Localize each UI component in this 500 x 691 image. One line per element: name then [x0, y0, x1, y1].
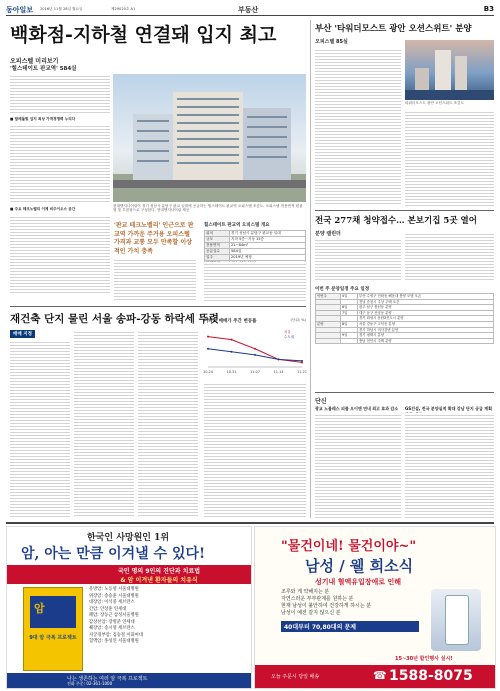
- info-key: 입주: [205, 255, 230, 261]
- left-headline: 백화점-지하철 연결돼 입지 최고: [10, 24, 277, 46]
- series-point: [231, 339, 233, 341]
- schedule-cell: 경기 하남시 미사강변 분양: [358, 327, 494, 333]
- schedule-cell: 서울 강동구 고덕동 분양: [358, 321, 494, 327]
- right-mid-sub: 분양 캘린더: [315, 231, 341, 237]
- left-divider: [10, 306, 306, 307]
- info-key: 위치: [205, 231, 230, 237]
- bottom-left-headline: 재건축 단지 물린 서울 송파-강동 하락세 뚜렷: [10, 313, 219, 325]
- health-ad-checks: [281, 589, 431, 617]
- schedule-title: 이번 주 분양일정 주요 일정: [315, 287, 370, 292]
- bottom-left-tag: 매매 지정: [10, 330, 35, 338]
- doctor-item: 혈액암: 홍성연 서울대병원: [89, 639, 139, 644]
- health-ad-quote: "물건이네! 물건이야~": [281, 539, 417, 554]
- schedule-cell: 6일: [341, 305, 358, 311]
- info-key: 전용면적: [205, 243, 230, 249]
- info-val: 584실: [230, 249, 306, 255]
- book-ad-band1: 국민 명의 9인의 진단과 치료법: [117, 568, 201, 575]
- info-val: 21~84m²: [230, 243, 306, 249]
- brief-item2: GS건설, 전국 분양실적 확대 강남 단지 공급 계획: [405, 406, 492, 411]
- issue-date: 2016년 11월 28일 월요일: [40, 7, 83, 11]
- bottom-left-body1: [10, 340, 70, 518]
- schedule-cell: 충남 천안시 주택 분양: [358, 338, 494, 344]
- right-divider2: [315, 392, 494, 393]
- product-image: [431, 589, 481, 651]
- masthead: [6, 5, 494, 14]
- info-table-box: [204, 222, 306, 267]
- info-table-title: 힐스테이트 판교역 오피스텔 개요: [204, 223, 270, 228]
- schedule-cell: 5일: [341, 294, 358, 300]
- left-sub2: '힐스테이트 판교역' 584실: [10, 66, 77, 72]
- check-item: 자연스러운 부부관계를 원하는 분: [281, 596, 354, 602]
- right-top-headline: 부산 '타워더모스트 광안 오션스위트' 분양: [315, 24, 472, 34]
- doctor-item: 간암: 안상훈 연세대: [89, 606, 127, 612]
- schedule-box: [315, 286, 494, 344]
- series-point: [254, 354, 256, 356]
- doctor-item: 대장암: 이석중 세브란스: [89, 600, 135, 605]
- bottom-left-body2: [74, 330, 134, 518]
- series-point: [254, 348, 256, 350]
- health-ad-special: 40대부터 70,80대의 문제: [281, 621, 419, 632]
- doctor-list: [89, 587, 244, 646]
- doctor-item: 폐암: 장동근 삼성서울병원: [89, 613, 139, 618]
- right-mid-body2: [405, 232, 494, 282]
- ad-rule: [6, 522, 494, 524]
- series-point: [207, 348, 209, 350]
- schedule-cell: 경기 화성시 동탄2신도시 분양: [358, 316, 494, 322]
- right-mid-headline: 전국 277채 청약접수… 본보기집 5곳 열어: [315, 216, 477, 226]
- book-title: 9대 암 극복 프로젝트: [29, 635, 77, 641]
- doctor-item: 췌장암: 송시영 세브란스: [89, 626, 135, 631]
- schedule-cell: 8일: [341, 321, 358, 327]
- x-tick-label: 10.24: [202, 370, 214, 374]
- series-point: [301, 360, 303, 362]
- health-ad-phone[interactable]: 1588-8075: [389, 668, 473, 684]
- paper-logo: 동아일보: [6, 6, 34, 14]
- resort-photo: [405, 40, 494, 100]
- doctor-item: 유방암: 노동영 서울대병원: [89, 587, 139, 592]
- bottom-left-body4: [204, 382, 306, 518]
- book-ad-footer: [7, 673, 251, 688]
- book-ad-band2: & 암 이겨낸 환자들의 치유식: [120, 577, 198, 584]
- schedule-table: [315, 293, 494, 344]
- schedule-cell: 부산 수영구 민락동 해운대 봉양 모델 오픈: [358, 294, 494, 300]
- right-top-body: [315, 48, 401, 206]
- legend-entry: 서울: [284, 330, 291, 334]
- left-sub1: 오피스텔 미리보기: [10, 58, 59, 65]
- health-ad-footer: [255, 665, 495, 688]
- health-ad-brand: 남성 / 웰 희소식: [305, 557, 414, 575]
- book-ad-footer-text: 나는 생존하는 여러 암 극복 프로젝트: [67, 676, 148, 682]
- info-val: 지하 5층~지상 15층: [230, 237, 306, 243]
- right-bottom-body1: [315, 413, 401, 518]
- left-body-col2: [114, 258, 196, 302]
- series-point: [278, 358, 280, 360]
- left-body-col1: [10, 74, 110, 302]
- resort-caption: 타워더모스트 광안 오션스위트 조감도: [405, 101, 464, 105]
- schedule-cell: 7일: [341, 310, 358, 316]
- schedule-cell: 9일: [341, 333, 358, 339]
- book-ad-band: [7, 565, 251, 584]
- page-number: B3: [483, 5, 494, 13]
- schedule-cell: 경기 평택시 분양: [358, 333, 494, 339]
- health-ad-sales: 15~30년 할인행사 실시!: [395, 656, 453, 662]
- section-name: 부동산: [238, 6, 259, 14]
- column-divider: [310, 20, 311, 518]
- x-tick-label: 11.21: [296, 370, 308, 374]
- building-photo: [113, 74, 306, 202]
- book-ad: [6, 526, 252, 689]
- right-top-sub: 오피스텔 85실: [315, 39, 348, 45]
- schedule-cell: 광주 남구 봉선동 분양: [358, 305, 494, 311]
- legend-entry: 수도권: [284, 335, 295, 339]
- briefs-title: 단신: [315, 398, 327, 405]
- x-tick-label: 10.31: [226, 370, 237, 374]
- x-tick-label: 11.07: [249, 370, 261, 374]
- info-key: 공급실수: [205, 249, 230, 255]
- book-ad-main: 암, 아는 만큼 이겨낼 수 있다!: [21, 546, 206, 562]
- schedule-cell: 대구 동구 신암동 분양: [358, 310, 494, 316]
- check-item: 조루와 게 약해지는 분: [281, 589, 330, 595]
- right-mid-body1: [315, 238, 401, 282]
- photo-caption: 현대엔지니어링이 경기 성남시 분당구 판교 일대에 공급하는 힐스테이트 판교역 오피스텔 조감도. 오피스텔 전용면적 원룸형 및 투룸형으로 구성된다. 현대엔지니어링 제공: [113, 204, 303, 213]
- chart-unit: (단위: %): [290, 318, 306, 322]
- book-ad-tel: 전화 주문: 02-361-1000: [67, 681, 113, 686]
- masthead-rule: [6, 15, 494, 16]
- schedule-cell: 전남 순천시 주상 주택 오픈: [358, 299, 494, 305]
- pull-quote: '판교 테크노밸리' 인근으로 판교역 가까운 주거용 오피스텔 가격과 교통 모두 만족할 이상적인 가치 충족: [114, 222, 194, 255]
- phone-icon: ☎: [373, 669, 387, 682]
- health-ad-footer-text: 오늘 주문시 당일 배송: [271, 674, 320, 680]
- series-point: [207, 336, 209, 338]
- left-bullet1: ■ 말레돌빛 입지 최상 가격경쟁력 누리다: [10, 117, 76, 121]
- left-bullet2: ■ 주요 테크노밸리 이제 비주이오스 공간: [10, 207, 76, 212]
- left-body-col3: [204, 262, 306, 302]
- book-ad-head: 한국인 사망원인 1위: [87, 533, 170, 543]
- schedule-cell: [316, 338, 341, 344]
- check-item: 남성이 예전 같지 않으신 분: [281, 610, 341, 616]
- chart-title: 아파트 매매가 주간 변동률: [204, 319, 257, 324]
- issue-edition: 제29020호 A1: [111, 7, 136, 11]
- health-ad-hook: 성기내 혈액유입장애로 인해: [315, 578, 402, 586]
- health-ad: [254, 526, 496, 689]
- right-bottom-body2: [405, 413, 494, 518]
- doctor-item: 위장암: 송승훈 서울대병원: [89, 593, 139, 599]
- info-val: 경기 성남시 분당구 판교동 일대: [230, 231, 306, 237]
- right-divider1: [315, 210, 494, 211]
- schedule-cell: 분양: [316, 321, 341, 327]
- right-top-body2: [405, 110, 494, 206]
- line-chart: [204, 325, 306, 375]
- check-item: 현재 남성이 불안하여 건강하게 하시는 분: [281, 603, 372, 609]
- bottom-left-body3: [138, 330, 198, 518]
- brief-item1: 광교 노블레스 피플 오이앤 연내 최고 효과 감소: [315, 406, 399, 411]
- x-tick-label: 11.14: [273, 370, 284, 374]
- doctor-item: 갑상선암: 장병준 연세대: [89, 619, 135, 625]
- schedule-cell: 이번주: [316, 294, 341, 300]
- info-key: 규모: [205, 237, 230, 243]
- series-point: [231, 351, 233, 353]
- book-cover: 암 9대 암 극복 프로젝트: [23, 587, 83, 671]
- chart-box: [204, 318, 306, 378]
- schedule-cell: [341, 338, 358, 344]
- info-val: 2019년 예정: [230, 255, 306, 261]
- doctor-item: 자궁경부암: 김승철 이화여대: [89, 632, 143, 638]
